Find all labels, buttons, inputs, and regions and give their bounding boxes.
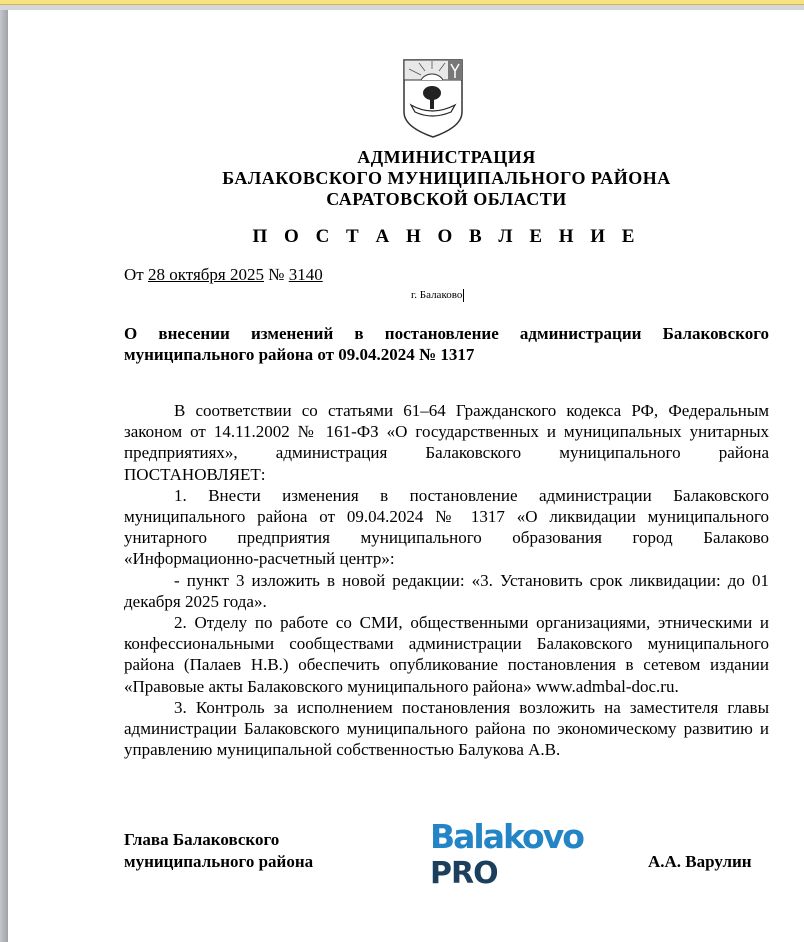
city: г. Балаково <box>411 289 463 301</box>
preamble-paragraph: В соответствии со статьями 61–64 Гражданского кодекса РФ, Федеральным законом от 14.11.2002 № 161-ФЗ «О государственных и муниципальных унитарных предприятиях», администрация Балаковского муниципального района ПОСТАНОВЛЯЕТ: <box>124 401 769 484</box>
signature-name: А.А. Варулин <box>648 852 752 871</box>
watermark-line2: PRO <box>430 856 498 891</box>
document-type-title: П О С Т А Н О В Л Е Н И Е <box>252 226 641 247</box>
left-margin-bar <box>0 10 8 942</box>
header-line-administration: АДМИНИСТРАЦИЯ <box>357 147 536 167</box>
balakovo-pro-watermark-logo <box>430 818 590 894</box>
header-line-region: САРАТОВСКОЙ ОБЛАСТИ <box>326 189 567 209</box>
signature-title-line1: Глава Балаковского <box>124 830 280 849</box>
header-line-district: БАЛАКОВСКОГО МУНИЦИПАЛЬНОГО РАЙОНА <box>222 168 671 188</box>
date-prefix: От <box>124 265 144 284</box>
item-3-paragraph: 3. Контроль за исполнением постановления возложить на заместителя главы администрации Балаковского муниципального района по экономическому развитию и управлению муниципальной собственностью Балукова А.В. <box>124 697 769 760</box>
item-1-subpoint: - пункт 3 изложить в новой редакции: «3. Установить срок ликвидации: до 01 декабря 2025 года». <box>124 570 769 611</box>
item-1-paragraph: 1. Внести изменения в постановление администрации Балаковского муниципального района от 09.04.2024 № 1317 «О ликвидации муниципального унитарного предприятия муниципального образования город Балаково «Информационно-расчетный центр»: <box>124 485 769 569</box>
item-2-paragraph: 2. Отделу по работе со СМИ, общественными организациями, этническими и конфессиональными сообществами администрации Балаковского муниципального района (Палаев Н.В.) обеспечить опубликование постановления в сетевом издании «Правовые акты Балаковского муниципального района» www.admbal-doc.ru. <box>124 613 769 696</box>
number-sign: № <box>268 265 285 284</box>
signature-title <box>124 829 313 873</box>
document-number: 3140 <box>288 265 323 284</box>
document-subject: О внесении изменений в постановление администрации Балаковского муниципального района от 09.04.2024 № 1317 <box>124 324 769 364</box>
ruler-strip <box>0 5 804 10</box>
document-body <box>124 400 769 760</box>
watermark-line1: Balakovo <box>430 817 583 856</box>
date-number-line <box>124 265 323 285</box>
document-date: 28 октября 2025 <box>147 265 264 284</box>
coat-of-arms-emblem <box>401 57 465 139</box>
signature-title-line2: муниципального района <box>124 852 314 871</box>
